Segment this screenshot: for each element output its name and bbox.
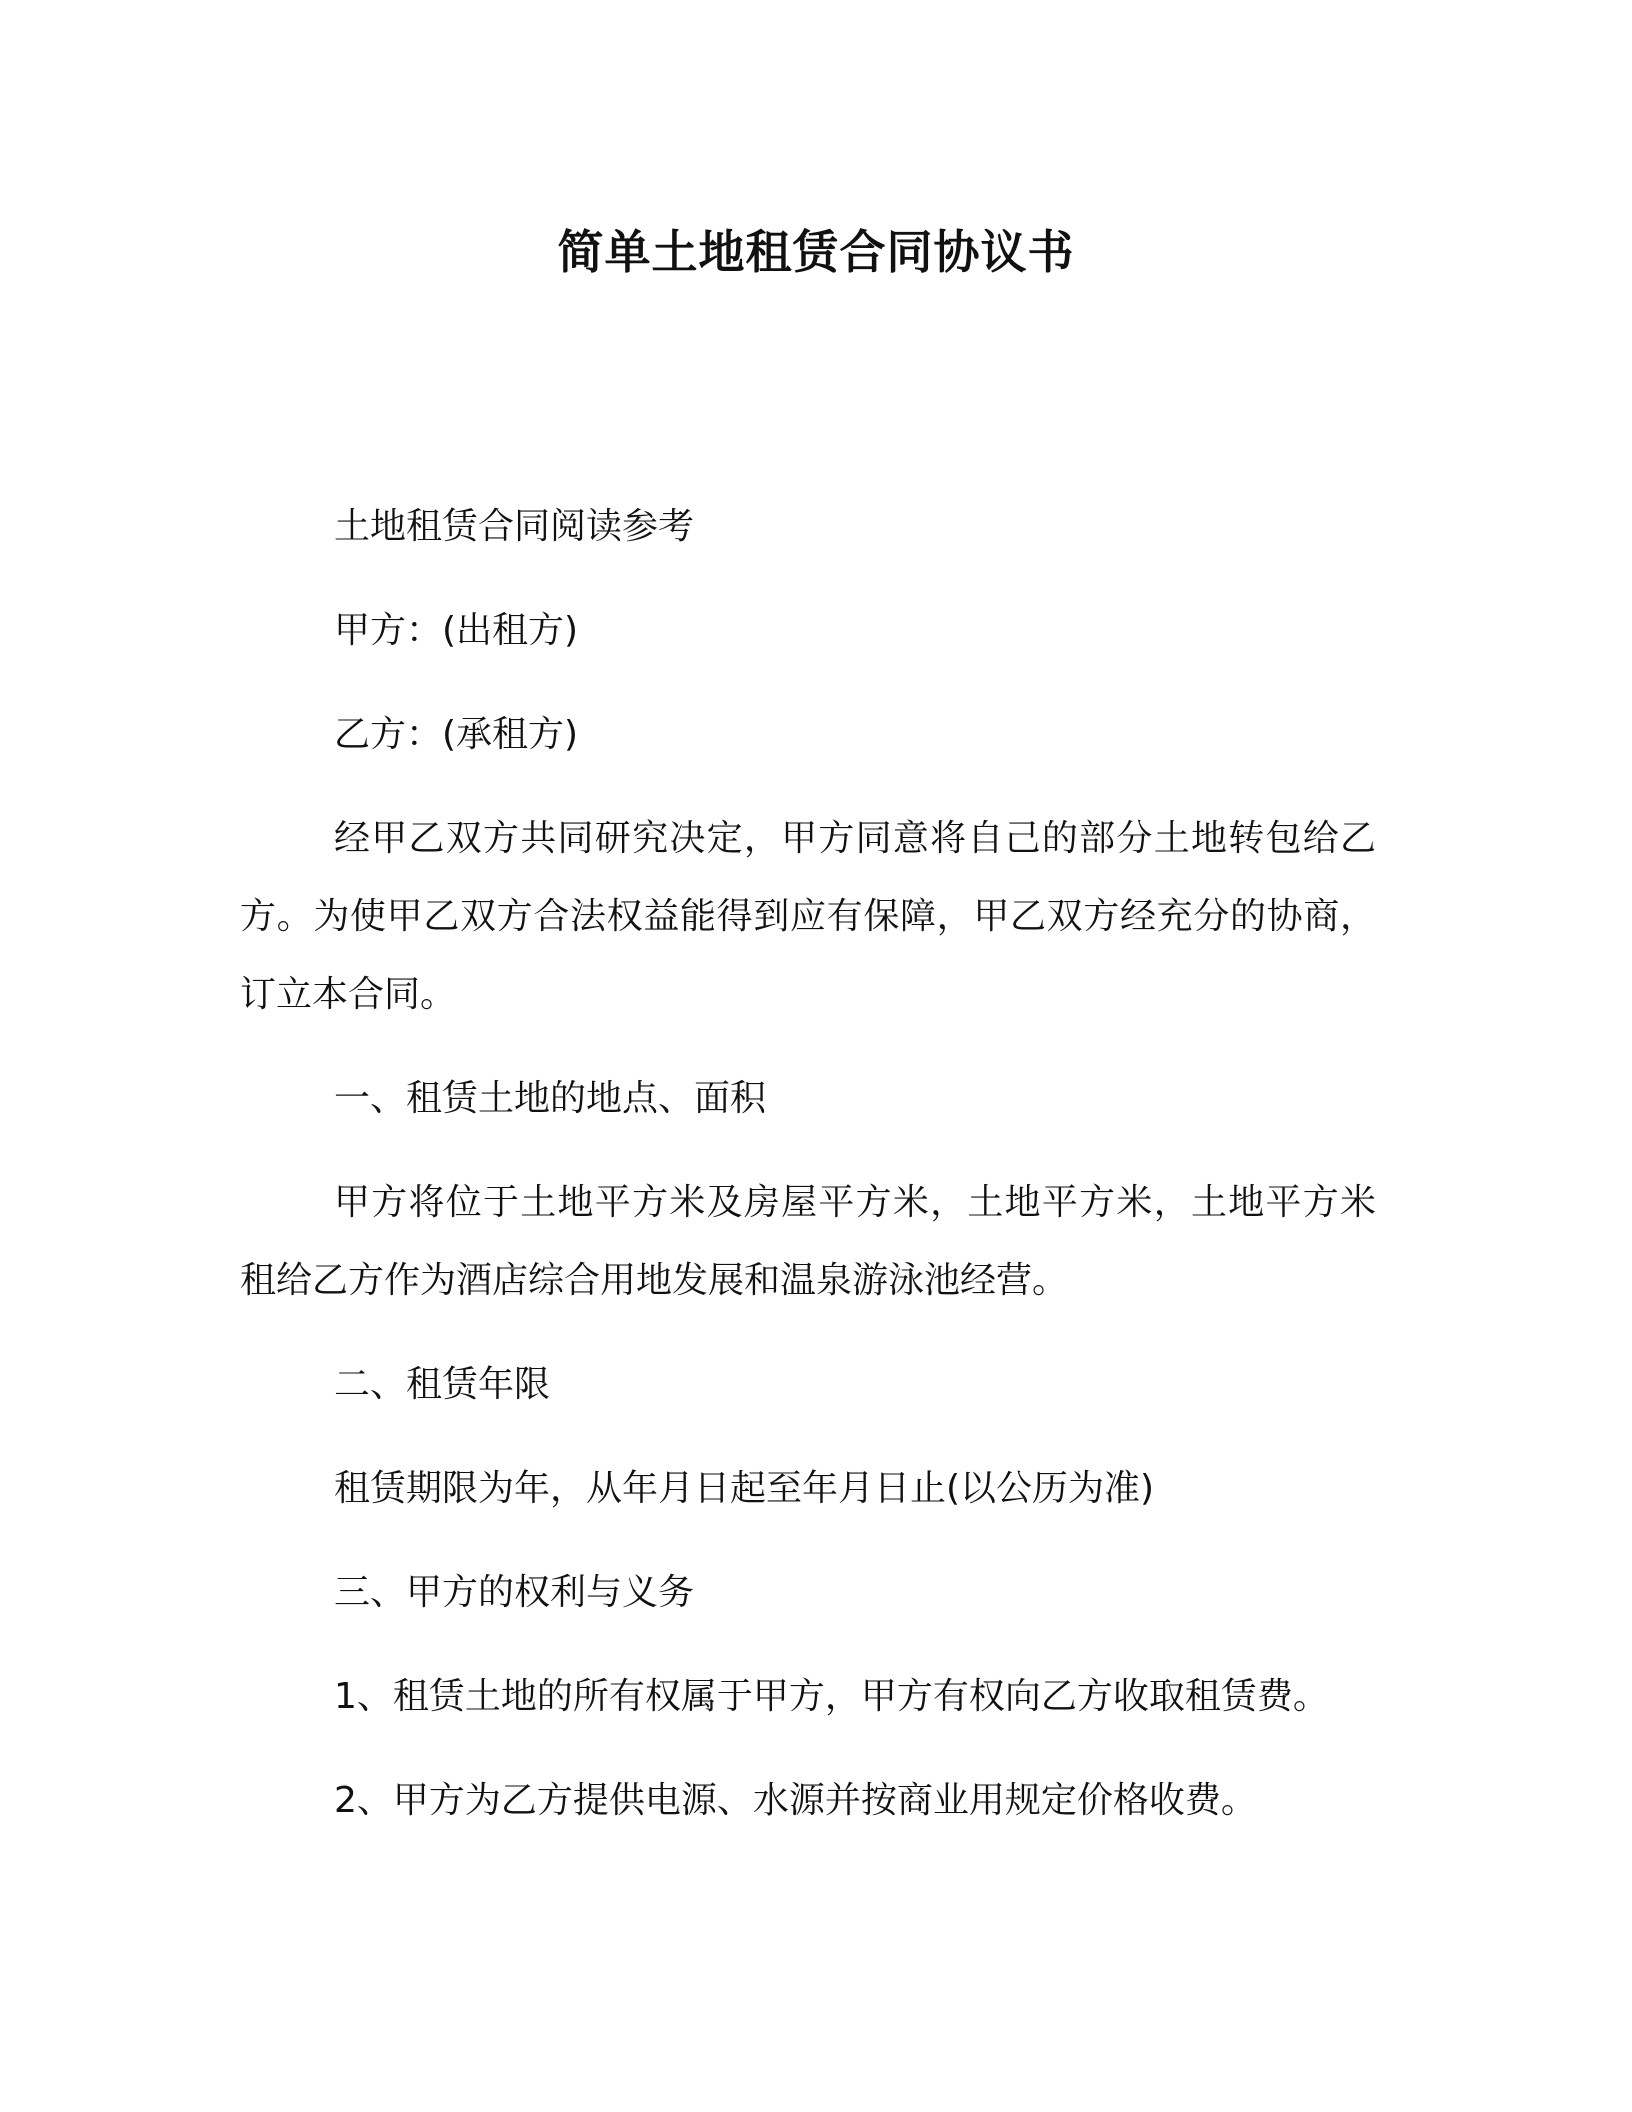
document-title: 简单土地租赁合同协议书 — [557, 225, 1075, 279]
paragraph-lease-term: 租赁期限为年，从年月日起至年月日止(以公历为准) — [334, 1468, 1155, 1509]
section-heading-party-a-rights: 三、甲方的权利与义务 — [334, 1572, 695, 1613]
document-body — [240, 488, 1376, 1866]
paragraph-party-a: 甲方：(出租方) — [334, 610, 579, 651]
paragraph-clause-2: 2、甲方为乙方提供电源、水源并按商业用规定价格收费。 — [334, 1780, 1257, 1821]
paragraph-location-area: 甲方将位于土地平方米及房屋平方米，土地平方米，土地平方米租给乙方作为酒店综合用地发展和温泉游泳池经营。 — [240, 1182, 1376, 1301]
paragraph-party-b: 乙方：(承租方) — [334, 714, 579, 755]
paragraph-clause-1: 1、租赁土地的所有权属于甲方，甲方有权向乙方收取租赁费。 — [334, 1676, 1329, 1717]
section-heading-location-area: 一、租赁土地的地点、面积 — [334, 1078, 767, 1119]
section-heading-lease-term: 二、租赁年限 — [334, 1364, 551, 1405]
paragraph-preamble: 经甲乙双方共同研究决定，甲方同意将自己的部分土地转包给乙方。为使甲乙双方合法权益能得到应有保障，甲乙双方经充分的协商，订立本合同。 — [240, 818, 1376, 1015]
paragraph-reference-heading: 土地租赁合同阅读参考 — [334, 506, 695, 547]
